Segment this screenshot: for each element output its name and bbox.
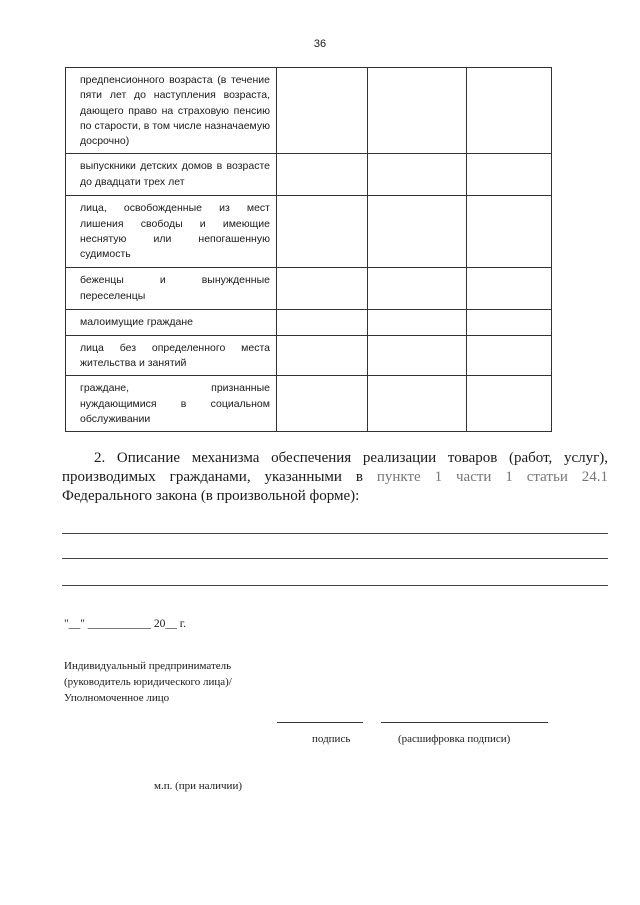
value-cell[interactable]: [368, 68, 467, 154]
category-label: предпенсионного возраста (в течение пяти лет до наступления возраста, дающего право на страховую пенсию по старости, в том числе назначаемую досрочно): [80, 74, 270, 148]
value-cell[interactable]: [277, 335, 368, 376]
category-label: выпускники детских домов в возрасте до двадцати трех лет: [80, 160, 270, 188]
value-cell[interactable]: [277, 310, 368, 335]
category-cell: [66, 68, 277, 154]
category-label: граждане, признанные нуждающимися в социальном обслуживании: [80, 382, 270, 425]
category-cell: [66, 335, 277, 376]
table-row: [66, 196, 552, 268]
category-cell: [66, 310, 277, 335]
category-cell: [66, 268, 277, 310]
table-row: [66, 376, 552, 432]
law-reference-link[interactable]: пункте 1 части 1 статьи 24.1: [376, 469, 609, 485]
table-row: [66, 335, 552, 376]
section-2-paragraph: [62, 449, 608, 506]
answer-line[interactable]: [62, 533, 608, 534]
value-cell[interactable]: [467, 268, 552, 310]
value-cell[interactable]: [277, 154, 368, 196]
date-line: "__" ___________ 20__ г.: [64, 618, 187, 630]
section-2-text-end: Федерального закона (в произвольной форме):: [62, 488, 360, 504]
page-number: 36: [313, 38, 327, 50]
category-cell: [66, 154, 277, 196]
value-cell[interactable]: [467, 154, 552, 196]
table-row: [66, 268, 552, 310]
stamp-label: м.п. (при наличии): [154, 780, 242, 792]
category-label: лица, освобожденные из мест лишения свободы и имеющие неснятую или непогашенную судимость: [80, 202, 270, 261]
value-cell[interactable]: [277, 268, 368, 310]
decryption-caption: (расшифровка подписи): [398, 733, 511, 745]
category-cell: [66, 196, 277, 268]
value-cell[interactable]: [368, 310, 467, 335]
value-cell[interactable]: [467, 68, 552, 154]
table-row: [66, 68, 552, 154]
value-cell[interactable]: [277, 376, 368, 432]
table-row: [66, 154, 552, 196]
category-label: лица без определенного места жительства и занятий: [80, 341, 270, 370]
value-cell[interactable]: [277, 196, 368, 268]
signature-decryption-line[interactable]: [381, 722, 548, 723]
answer-line[interactable]: [62, 558, 608, 559]
signature-line[interactable]: [277, 722, 363, 723]
value-cell[interactable]: [368, 335, 467, 376]
value-cell[interactable]: [277, 68, 368, 154]
value-cell[interactable]: [467, 310, 552, 335]
categories-table: [65, 67, 552, 432]
value-cell[interactable]: [368, 196, 467, 268]
value-cell[interactable]: [368, 376, 467, 432]
category-cell: [66, 376, 277, 432]
category-label: малоимущие граждане: [80, 316, 193, 329]
signer-label: Индивидуальный предприниматель (руководитель юридического лица)/Уполномоченное лицо: [64, 660, 232, 704]
table-row: [66, 310, 552, 335]
category-label: беженцы и вынужденные переселенцы: [80, 274, 270, 302]
value-cell[interactable]: [368, 154, 467, 196]
answer-line[interactable]: [62, 585, 608, 586]
value-cell[interactable]: [467, 376, 552, 432]
signature-caption: подпись: [312, 733, 351, 745]
value-cell[interactable]: [467, 196, 552, 268]
value-cell[interactable]: [467, 335, 552, 376]
value-cell[interactable]: [368, 268, 467, 310]
section-2-text: 2. Описание механизма обеспечения реализации товаров (работ, услуг), производимых гражданами, указанными в: [62, 450, 608, 485]
